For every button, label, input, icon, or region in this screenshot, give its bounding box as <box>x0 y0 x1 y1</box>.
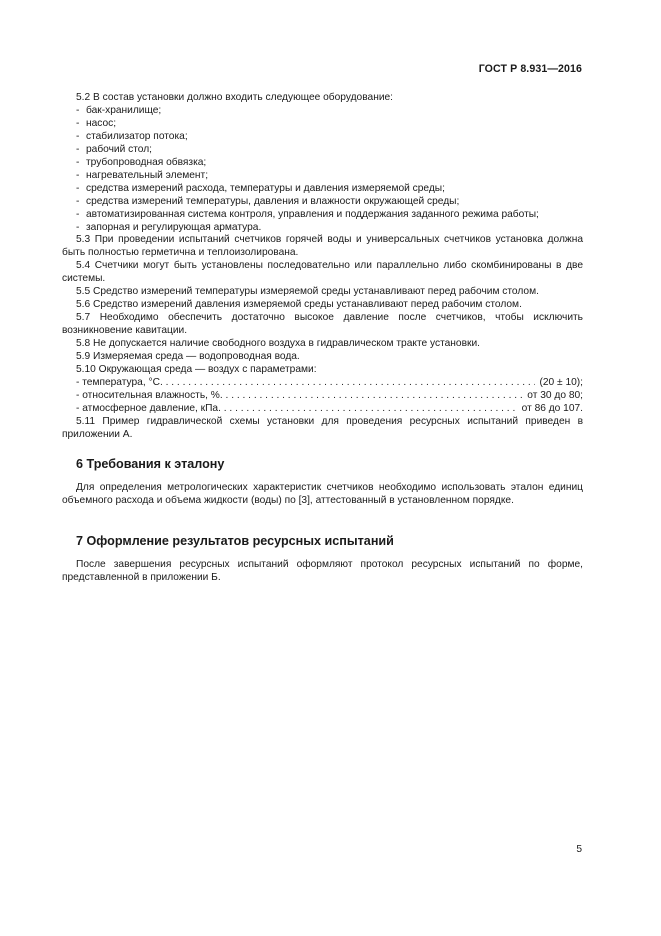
equipment-list <box>62 105 583 235</box>
document-header: ГОСТ Р 8.931—2016 <box>478 63 582 75</box>
list-item: - нагревательный элемент; <box>76 169 209 181</box>
clause-5-2: 5.2 В состав установки должно входить следующее оборудование: <box>76 92 394 103</box>
section-7-text: После завершения ресурсных испытаний оформляют протокол ресурсных испытаний по форме, представленной в приложении Б. <box>62 558 583 583</box>
clause-5-8: 5.8 Не допускается наличие свободного воздуха в гидравлическом тракте установки. <box>76 338 480 350</box>
list-item: - средства измерений температуры, давления и влажности окружающей среды; <box>76 195 460 207</box>
leader-dots <box>220 390 523 403</box>
clause-5-10: 5.10 Окружающая среда — воздух с параметрами: <box>76 364 317 376</box>
section-7-heading: 7 Оформление результатов ресурсных испытаний <box>76 533 394 548</box>
section-6-text: Для определения метрологических характеристик счетчиков необходимо использовать эталон единиц объемного расхода и объема жидкости (воды) по [3], аттестованный в установленном порядке. <box>62 481 583 506</box>
page-number: 5 <box>576 844 582 855</box>
list-item: - трубопроводная обвязка; <box>76 156 207 168</box>
leader-dots <box>160 377 536 390</box>
clause-5-11: 5.11 Пример гидравлической схемы установки для проведения ресурсных испытаний приведен в приложении А. <box>62 415 583 440</box>
list-item: - насос; <box>76 117 117 129</box>
list-item: - автоматизированная система контроля, управления и поддержания заданного режима работы; <box>76 208 539 220</box>
section-6-heading: 6 Требования к эталону <box>76 456 225 471</box>
clause-5-7: 5.7 Необходимо обеспечить достаточно высокое давление после счетчиков, чтобы исключить возникновение кавитации. <box>62 312 583 337</box>
list-item: - рабочий стол; <box>76 143 152 155</box>
list-item: - средства измерений расхода, температуры и давления измеряемой среды; <box>76 182 445 194</box>
param-humidity: - относительная влажность, % . . . от 30 до 80; <box>62 390 583 403</box>
leader-dots <box>218 403 518 416</box>
list-item: - стабилизатор потока; <box>76 130 188 142</box>
clause-5-5: 5.5 Средство измерений температуры измеряемой среды устанавливают перед рабочим столом. <box>76 286 539 298</box>
param-pressure: - атмосферное давление, кПа . . . от 86 до 107. <box>62 403 583 416</box>
clause-5-6: 5.6 Средство измерений давления измеряемой среды устанавливают перед рабочим столом. <box>76 299 522 311</box>
clause-5-9: 5.9 Измеряемая среда — водопроводная вода. <box>76 351 300 363</box>
clause-5-4: 5.4 Счетчики могут быть установлены последовательно или параллельно либо скомбинированы в две системы. <box>62 260 583 285</box>
param-temperature: - температура, °С . . . (20 ± 10); <box>62 377 583 390</box>
list-item: - бак-хранилище; <box>76 104 162 116</box>
clause-5-3: 5.3 При проведении испытаний счетчиков горячей воды и универсальных счетчиков установка должна быть полностью герметична и теплоизолирована. <box>62 234 583 259</box>
document-body <box>62 92 583 584</box>
list-item: - запорная и регулирующая арматура. <box>76 221 262 233</box>
